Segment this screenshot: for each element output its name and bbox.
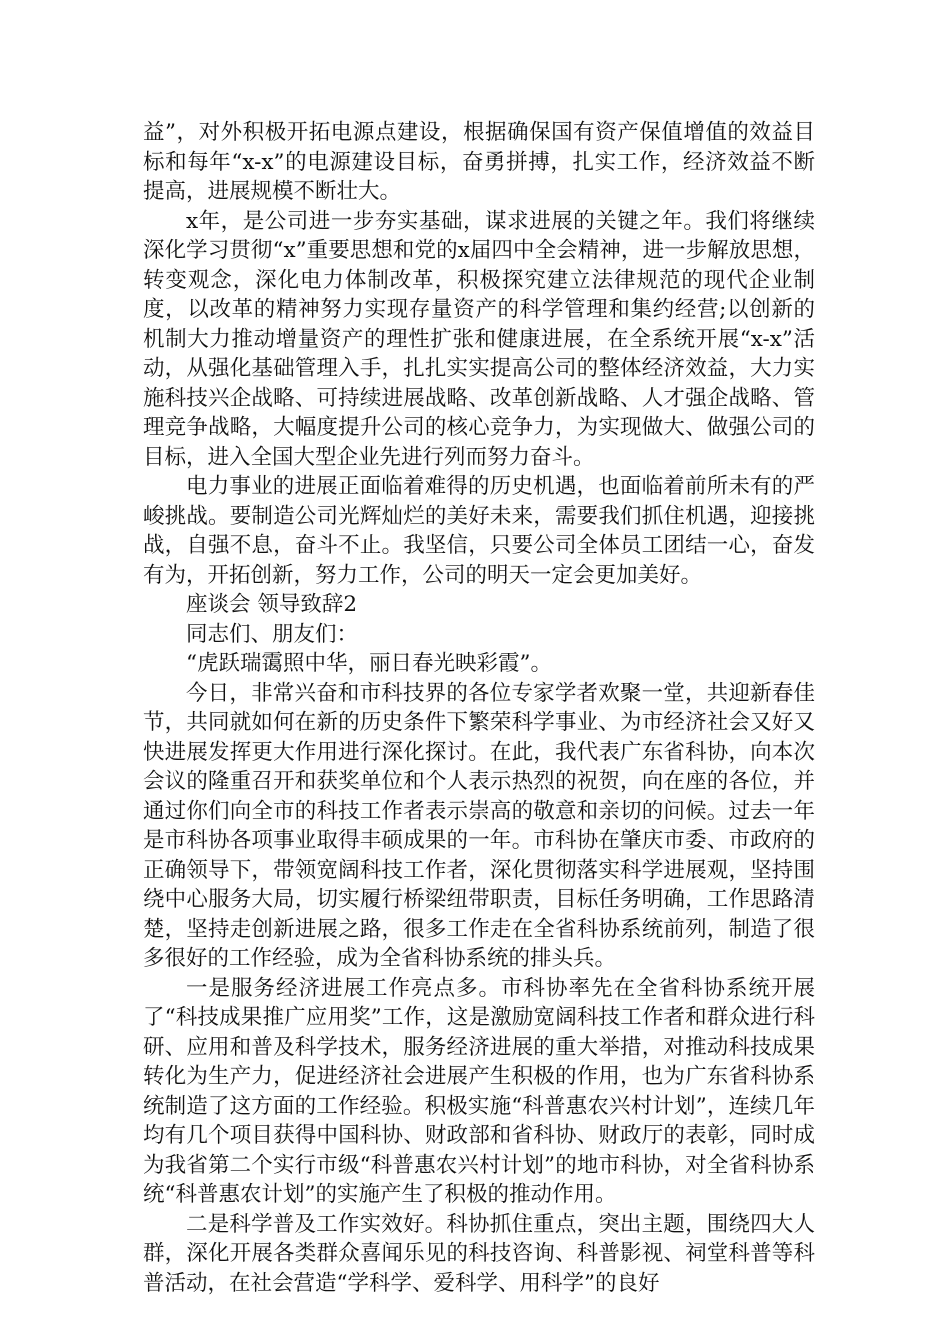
- paragraph: 电力事业的进展正面临着难得的历史机遇，也面临着前所未有的严峻挑战。要制造公司光辉灿烂的美好未来，需要我们抓住机遇，迎接挑战，自强不息，奋斗不止。我坚信，只要公司全体员工团结一心，奋发有为，开拓创新，努力工作，公司的明天一定会更加美好。: [143, 474, 815, 588]
- paragraph: 益”，对外积极开拓电源点建设，根据确保国有资产保值增值的效益目标和每年“x-x”的电源建设目标，奋勇拼搏，扎实工作，经济效益不断提高，进展规模不断壮大。: [143, 120, 815, 204]
- document-body: [143, 118, 815, 1298]
- paragraph: x年，是公司进一步夯实基础，谋求进展的关键之年。我们将继续深化学习贯彻“x”重要思想和党的x届四中全会精神，进一步解放思想，转变观念，深化电力体制改革，积极探究建立法律规范的现代企业制度，以改革的精神努力实现存量资产的科学管理和集约经营;以创新的机制大力推动增量资产的理性扩张和健康进展，在全系统开展“x-x”活动，从强化基础管理入手，扎扎实实提高公司的整体经济效益，大力实施科技兴企战略、可持续进展战略、改革创新战略、人才强企战略、管理竞争战略，大幅度提升公司的核心竞争力，为实现做大、做强公司的目标，进入全国大型企业先进行列而努力奋斗。: [143, 208, 815, 470]
- section-heading: 座谈会 领导致辞2: [186, 592, 358, 617]
- paragraph: 一是服务经济进展工作亮点多。市科协率先在全省科协系统开展了“科技成果推广应用奖”工作，这是激励宽阔科技工作者和群众进行科研、应用和普及科学技术，服务经济进展的重大举措，对推动科技成果转化为生产力，促进经济社会进展产生积极的作用，也为广东省科协系统制造了这方面的工作经验。积极实施“科普惠农兴村计划”，连续几年均有几个项目获得中国科协、财政部和省科协、财政厅的表彰，同时成为我省第二个实行市级“科普惠农兴村计划”的地市科协，对全省科协系统“科普惠农计划”的实施产生了积极的推动作用。: [143, 975, 815, 1207]
- salutation: 同志们、朋友们：: [186, 621, 359, 647]
- opening-quote: “虎跃瑞霭照中华，丽日春光映彩霞”。: [186, 651, 552, 676]
- paragraph: 今日，非常兴奋和市科技界的各位专家学者欢聚一堂，共迎新春佳节，共同就如何在新的历史条件下繁荣科学事业、为市经济社会又好又快进展发挥更大作用进行深化探讨。在此，我代表广东省科协，向本次会议的隆重召开和获奖单位和个人表示热烈的祝贺，向在座的各位，并通过你们向全市的科技工作者表示崇高的敬意和亲切的问候。过去一年是市科协各项事业取得丰硕成果的一年。市科协在肇庆市委、市政府的正确领导下，带领宽阔科技工作者，深化贯彻落实科学进展观，坚持围绕中心服务大局，切实履行桥梁纽带职责，目标任务明确，工作思路清楚，坚持走创新进展之路，很多工作走在全省科协系统前列，制造了很多很好的工作经验，成为全省科协系统的排头兵。: [143, 680, 815, 971]
- paragraph: 二是科学普及工作实效好。科协抓住重点，突出主题，围绕四大人群，深化开展各类群众喜闻乐见的科技咨询、科普影视、祠堂科普等科普活动，在社会营造“学科学、爱科学、用科学”的良好: [143, 1211, 815, 1296]
